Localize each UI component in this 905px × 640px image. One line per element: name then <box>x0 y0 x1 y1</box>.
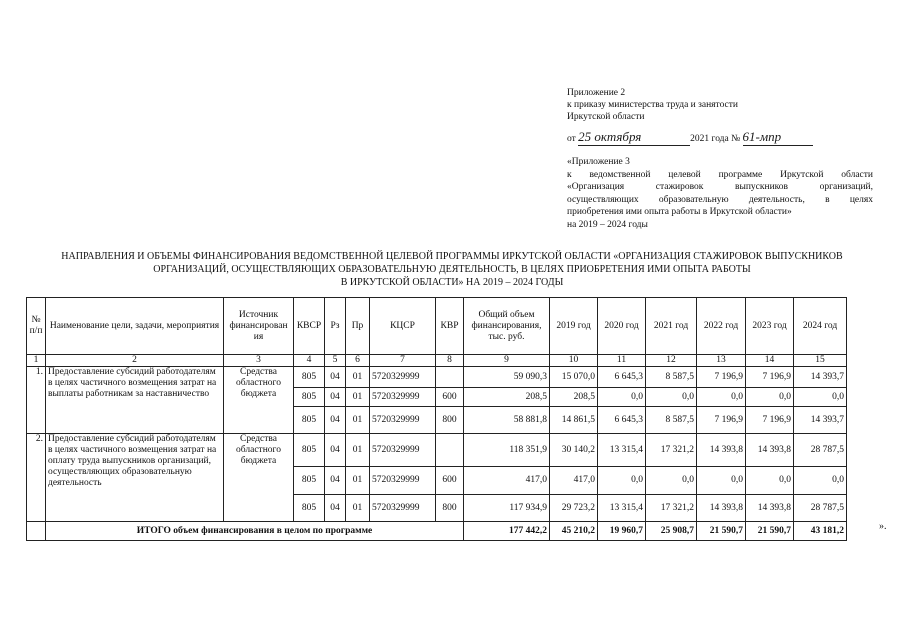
kvsr-cell: 805 <box>294 495 325 522</box>
year-2019-cell: 417,0 <box>550 467 598 495</box>
rz-cell: 04 <box>325 434 346 467</box>
total-label: ИТОГО объем финансирования в целом по программе <box>46 522 464 541</box>
year-2019-cell: 29 723,2 <box>550 495 598 522</box>
year-2023-cell: 14 393,8 <box>746 434 794 467</box>
header-cell-pr: Пр <box>346 298 370 355</box>
column-number: 7 <box>370 355 436 367</box>
column-number: 3 <box>224 355 294 367</box>
financing-table <box>26 297 847 541</box>
year-2021-cell: 17 321,2 <box>646 495 697 522</box>
header-cell-kcsr: КЦСР <box>370 298 436 355</box>
table-header-row <box>27 298 847 355</box>
total-2020-cell: 19 960,7 <box>598 522 646 541</box>
year-2023-cell: 0,0 <box>746 467 794 495</box>
total-2022-cell: 21 590,7 <box>697 522 746 541</box>
header-cell-name: Наименование цели, задачи, мероприятия <box>46 298 224 355</box>
year-2024-cell: 14 393,7 <box>794 407 847 434</box>
year-2022-cell: 0,0 <box>697 388 746 407</box>
column-number: 9 <box>464 355 550 367</box>
year-2022-cell: 14 393,8 <box>697 495 746 522</box>
total-2024-cell: 43 181,2 <box>794 522 847 541</box>
column-number: 11 <box>598 355 646 367</box>
column-number: 4 <box>294 355 325 367</box>
year-2021-cell: 8 587,5 <box>646 407 697 434</box>
title-line-3: В ИРКУТСКОЙ ОБЛАСТИ» НА 2019 – 2024 ГОДЫ <box>340 277 564 288</box>
kvr-cell: 800 <box>436 495 464 522</box>
column-number: 10 <box>550 355 598 367</box>
total-cell: 118 351,9 <box>464 434 550 467</box>
header-line-1: Приложение 2 <box>567 88 626 98</box>
date-prefix: от <box>567 134 576 144</box>
header-cell-2023: 2023 год <box>746 298 794 355</box>
year-2021-cell: 17 321,2 <box>646 434 697 467</box>
order-date-line <box>567 131 813 146</box>
document-title <box>20 250 884 289</box>
header-cell-source: Источник финансирован ия <box>224 298 294 355</box>
handwritten-number: 61-мпр <box>742 129 782 144</box>
closing-quote: ». <box>879 521 887 532</box>
pr-cell: 01 <box>346 434 370 467</box>
header-cell-2024: 2024 год <box>794 298 847 355</box>
year-2020-cell: 0,0 <box>598 388 646 407</box>
year-2024-cell: 0,0 <box>794 388 847 407</box>
pr-cell: 01 <box>346 407 370 434</box>
year-2020-cell: 6 645,3 <box>598 407 646 434</box>
appendix-line-4: осуществляющих образовательную деятельность, в целях <box>567 194 873 205</box>
year-suffix: 2021 года № <box>690 134 741 144</box>
kvsr-cell: 805 <box>294 407 325 434</box>
kvr-cell: 600 <box>436 388 464 407</box>
activity-name: Предоставление субсидий работодателям в целях частичного возмещения затрат на оплату труда выпускников организаций, осуществляющих образовательную деятельность <box>46 434 224 522</box>
column-number: 14 <box>746 355 794 367</box>
year-2019-cell: 30 140,2 <box>550 434 598 467</box>
year-2021-cell: 0,0 <box>646 388 697 407</box>
header-cell-2020: 2020 год <box>598 298 646 355</box>
order-header <box>567 87 813 146</box>
kvr-cell <box>436 367 464 388</box>
rz-cell: 04 <box>325 388 346 407</box>
title-line-2: ОРГАНИЗАЦИЙ, ОСУЩЕСТВЛЯЮЩИХ ОБРАЗОВАТЕЛЬНУЮ ДЕЯТЕЛЬНОСТЬ, В ЦЕЛЯХ ПРИОБРЕТЕНИЯ ИМИ ОПЫТА РАБОТЫ <box>153 264 751 275</box>
total-cell: 117 934,9 <box>464 495 550 522</box>
header-cell-2022: 2022 год <box>697 298 746 355</box>
total-cell: 59 090,3 <box>464 367 550 388</box>
kvr-cell: 600 <box>436 467 464 495</box>
title-line-1: НАПРАВЛЕНИЯ И ОБЪЕМЫ ФИНАНСИРОВАНИЯ ВЕДОМСТВЕННОЙ ЦЕЛЕВОЙ ПРОГРАММЫ ИРКУТСКОЙ ОБЛАСТИ «ОРГАНИЗАЦИЯ СТАЖИРОВОК ВЫПУСКНИКОВ <box>61 251 843 262</box>
year-2020-cell: 13 315,4 <box>598 495 646 522</box>
kcsr-cell: 5720329999 <box>370 388 436 407</box>
header-cell-2019: 2019 год <box>550 298 598 355</box>
kvr-cell: 800 <box>436 407 464 434</box>
column-number: 12 <box>646 355 697 367</box>
pr-cell: 01 <box>346 495 370 522</box>
header-cell-total: Общий объем финансирования, тыс. руб. <box>464 298 550 355</box>
kcsr-cell: 5720329999 <box>370 434 436 467</box>
year-2019-cell: 208,5 <box>550 388 598 407</box>
year-2019-cell: 14 861,5 <box>550 407 598 434</box>
year-2023-cell: 0,0 <box>746 388 794 407</box>
column-number-row <box>27 355 847 367</box>
year-2020-cell: 6 645,3 <box>598 367 646 388</box>
appendix-reference <box>567 156 873 232</box>
kcsr-cell: 5720329999 <box>370 495 436 522</box>
column-number: 2 <box>46 355 224 367</box>
column-number: 13 <box>697 355 746 367</box>
kvsr-cell: 805 <box>294 434 325 467</box>
handwritten-date: 25 октября <box>578 129 642 144</box>
column-number: 6 <box>346 355 370 367</box>
total-empty-cell <box>27 522 46 541</box>
rz-cell: 04 <box>325 495 346 522</box>
year-2022-cell: 0,0 <box>697 467 746 495</box>
year-2021-cell: 8 587,5 <box>646 367 697 388</box>
kcsr-cell: 5720329999 <box>370 407 436 434</box>
column-number: 5 <box>325 355 346 367</box>
column-number: 15 <box>794 355 847 367</box>
row-number: 1. <box>27 367 46 434</box>
pr-cell: 01 <box>346 467 370 495</box>
year-2024-cell: 14 393,7 <box>794 367 847 388</box>
year-2021-cell: 0,0 <box>646 467 697 495</box>
rz-cell: 04 <box>325 367 346 388</box>
pr-cell: 01 <box>346 367 370 388</box>
kvr-cell <box>436 434 464 467</box>
year-2023-cell: 14 393,8 <box>746 495 794 522</box>
year-2022-cell: 7 196,9 <box>697 367 746 388</box>
appendix-line-5: приобретения ими опыта работы в Иркутской области» <box>567 207 792 218</box>
year-2022-cell: 14 393,8 <box>697 434 746 467</box>
table-row <box>27 367 847 388</box>
year-2020-cell: 13 315,4 <box>598 434 646 467</box>
appendix-line-2: к ведомственной целевой программе Иркутской области <box>567 169 873 180</box>
kcsr-cell: 5720329999 <box>370 467 436 495</box>
activity-name: Предоставление субсидий работодателям в целях частичного возмещения затрат на выплаты работникам за наставничество <box>46 367 224 434</box>
total-cell: 58 881,8 <box>464 407 550 434</box>
year-2023-cell: 7 196,9 <box>746 407 794 434</box>
year-2024-cell: 0,0 <box>794 467 847 495</box>
appendix-line-6: на 2019 – 2024 годы <box>567 219 648 230</box>
header-cell-kvr: КВР <box>436 298 464 355</box>
header-line-3: Иркутской области <box>567 112 645 122</box>
header-cell-2021: 2021 год <box>646 298 697 355</box>
grand-total-cell: 177 442,2 <box>464 522 550 541</box>
total-2023-cell: 21 590,7 <box>746 522 794 541</box>
row-number: 2. <box>27 434 46 522</box>
appendix-line-3: «Организация стажировок выпускников организаций, <box>567 182 873 193</box>
header-cell-rz: Рз <box>325 298 346 355</box>
rz-cell: 04 <box>325 467 346 495</box>
appendix-line-1: «Приложение 3 <box>567 157 630 167</box>
kvsr-cell: 805 <box>294 388 325 407</box>
total-cell: 417,0 <box>464 467 550 495</box>
total-2019-cell: 45 210,2 <box>550 522 598 541</box>
year-2020-cell: 0,0 <box>598 467 646 495</box>
header-line-2: к приказу министерства труда и занятости <box>567 100 739 110</box>
total-2021-cell: 25 908,7 <box>646 522 697 541</box>
rz-cell: 04 <box>325 407 346 434</box>
kvsr-cell: 805 <box>294 467 325 495</box>
funding-source: Средства областного бюджета <box>224 367 294 434</box>
total-row <box>27 522 847 541</box>
year-2022-cell: 7 196,9 <box>697 407 746 434</box>
column-number: 1 <box>27 355 46 367</box>
total-cell: 208,5 <box>464 388 550 407</box>
kvsr-cell: 805 <box>294 367 325 388</box>
year-2024-cell: 28 787,5 <box>794 495 847 522</box>
column-number: 8 <box>436 355 464 367</box>
pr-cell: 01 <box>346 388 370 407</box>
funding-source: Средства областного бюджета <box>224 434 294 522</box>
year-2023-cell: 7 196,9 <box>746 367 794 388</box>
year-2019-cell: 15 070,0 <box>550 367 598 388</box>
year-2024-cell: 28 787,5 <box>794 434 847 467</box>
table-row <box>27 434 847 467</box>
header-cell-kvsr: КВСР <box>294 298 325 355</box>
header-cell-num: № п/п <box>27 298 46 355</box>
kcsr-cell: 5720329999 <box>370 367 436 388</box>
